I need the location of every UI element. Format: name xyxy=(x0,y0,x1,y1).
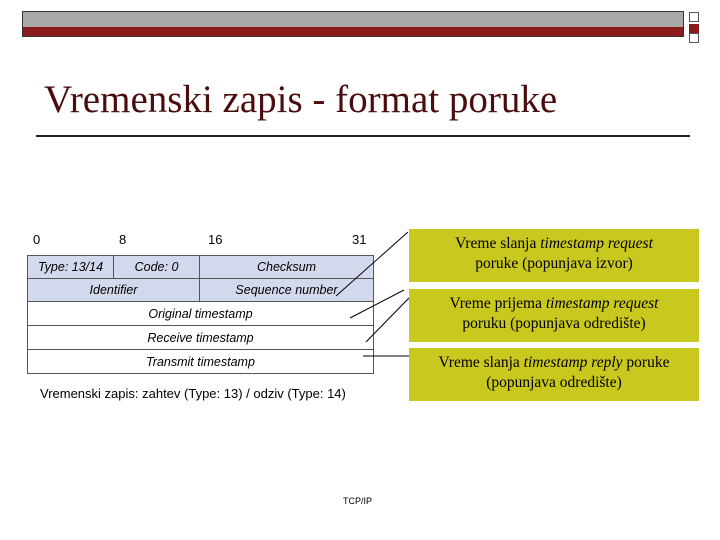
callout-text: Vreme slanja xyxy=(455,235,541,252)
slide-footer: TCP/IP xyxy=(343,496,373,506)
field-original-timestamp: Original timestamp xyxy=(27,301,374,326)
callout-receive-timestamp xyxy=(409,289,699,342)
connector-line-2 xyxy=(350,290,404,318)
callout-text: poruke (popunjava izvor) xyxy=(475,255,633,272)
connector-line-3 xyxy=(366,298,409,342)
callout-original-timestamp xyxy=(409,229,699,282)
callout-text: Vreme slanja xyxy=(438,354,524,371)
field-sequence-number: Sequence number xyxy=(199,278,374,302)
field-transmit-timestamp: Transmit timestamp xyxy=(27,349,374,374)
callout-text: poruku (popunjava odredište) xyxy=(462,315,646,332)
callout-transmit-timestamp xyxy=(409,348,699,401)
bit-position-label: 0 xyxy=(33,232,41,247)
callout-emphasis: timestamp reply xyxy=(523,354,623,371)
connector-line-1 xyxy=(336,232,408,296)
field-receive-timestamp: Receive timestamp xyxy=(27,325,374,350)
callout-text: poruke (popunjava odredište) xyxy=(486,354,670,391)
callout-emphasis: timestamp request xyxy=(545,295,659,312)
bit-position-label: 16 xyxy=(208,232,223,247)
bit-position-label: 31 xyxy=(352,232,367,247)
bit-position-label: 8 xyxy=(119,232,127,247)
field-checksum: Checksum xyxy=(199,255,374,279)
diagram-caption: Vremenski zapis: zahtev (Type: 13) / odziv (Type: 14) xyxy=(40,386,346,401)
field-type: Type: 13/14 xyxy=(27,255,114,279)
field-identifier: Identifier xyxy=(27,278,200,302)
slide-title: Vremenski zapis - format poruke xyxy=(44,78,558,121)
callout-emphasis: timestamp request xyxy=(540,235,653,252)
callout-text: Vreme prijema xyxy=(449,295,546,312)
field-code: Code: 0 xyxy=(113,255,200,279)
